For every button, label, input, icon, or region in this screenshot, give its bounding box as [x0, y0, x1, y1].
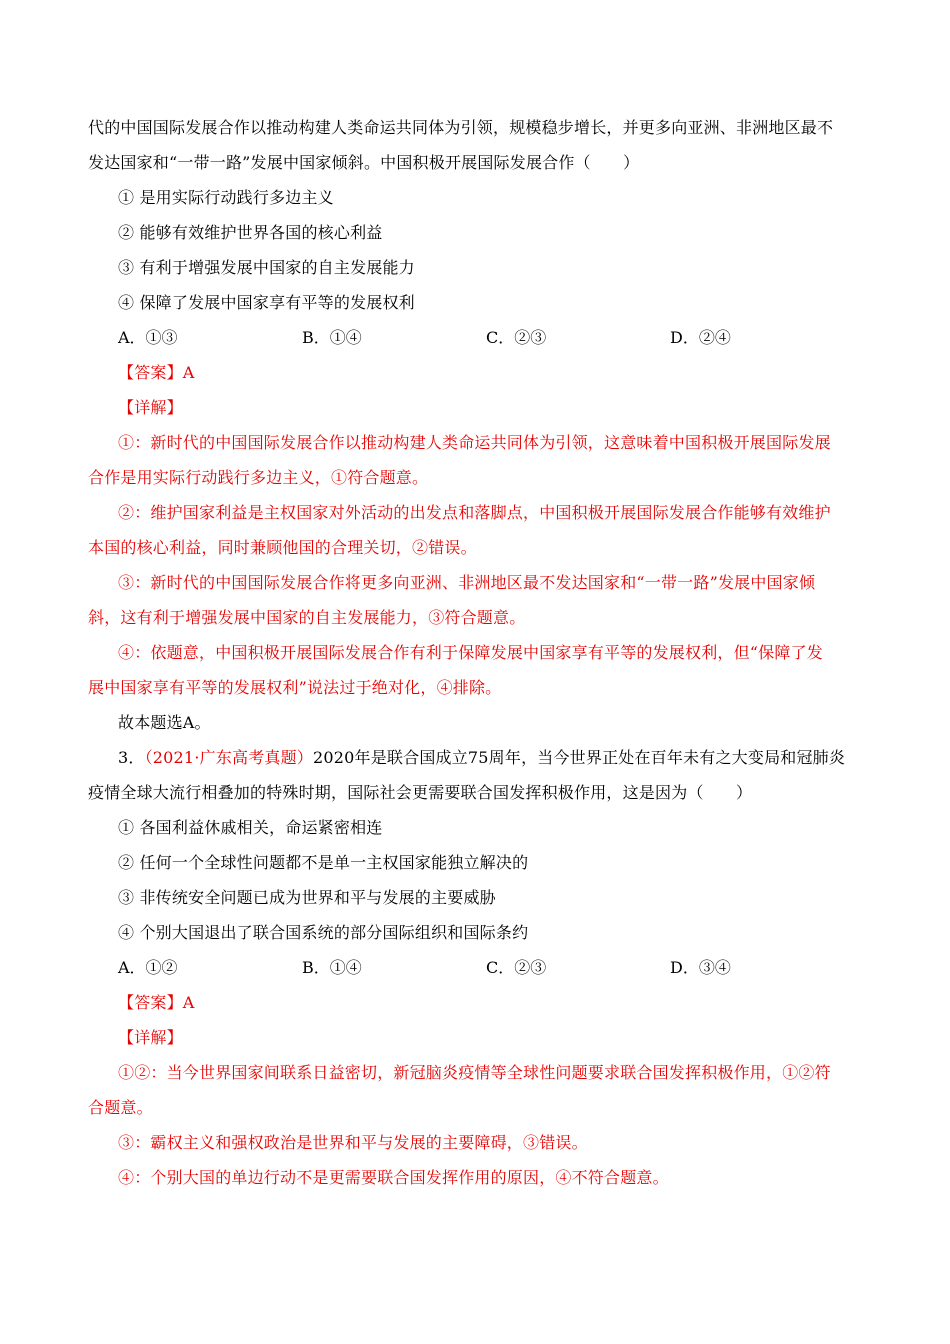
q3-option-c: C．②③: [486, 958, 547, 977]
q3-detail-line: 合题意。: [88, 1098, 153, 1117]
q2-stem-line-2: 发达国家和“一带一路”发展中国家倾斜。中国积极开展国际发展合作（ ）: [88, 153, 640, 172]
document-page: [88, 110, 863, 1195]
q3-option-d: D．③④: [670, 958, 731, 977]
q2-options: [88, 320, 863, 355]
q2-option-a: A．①③: [118, 328, 178, 347]
q2-conclusion: 故本题选A。: [118, 713, 211, 732]
q2-option-c: C．②③: [486, 328, 547, 347]
q2-detail-line: 展中国家享有平等的发展权利”说法过于绝对化，④排除。: [88, 678, 502, 697]
q2-stem-line-1: 代的中国国际发展合作以推动构建人类命运共同体为引领，规模稳步增长，并更多向亚洲、非洲地区最不: [88, 118, 834, 137]
q3-detail-label: 【详解】: [118, 1028, 183, 1047]
q2-detail-line: ③：新时代的中国国际发展合作将更多向亚洲、非洲地区最不发达国家和“一带一路”发展中国家倾: [118, 573, 816, 592]
q2-detail-label: 【详解】: [118, 398, 183, 417]
q3-option-b: B．①④: [302, 958, 362, 977]
q2-detail-line: 本国的核心利益，同时兼顾他国的合理关切，②错误。: [88, 538, 477, 557]
q3-number: 3．: [118, 748, 145, 767]
q2-answer: 【答案】A: [118, 363, 195, 382]
q2-option-d: D．②④: [670, 328, 731, 347]
q3-stem-line-1: [88, 740, 863, 775]
q3-detail-line: ④：个别大国的单边行动不是更需要联合国发挥作用的原因，④不符合题意。: [118, 1168, 669, 1187]
q2-detail-line: ①：新时代的中国国际发展合作以推动构建人类命运共同体为引领，这意味着中国积极开展国际发展: [118, 433, 831, 452]
q2-detail-line: 斜，这有利于增强发展中国家的自主发展能力，③符合题意。: [88, 608, 526, 627]
q3-detail-line: ③：霸权主义和强权政治是世界和平与发展的主要障碍，③错误。: [118, 1133, 588, 1152]
q3-detail-line: ①②：当今世界国家间联系日益密切，新冠脑炎疫情等全球性问题要求联合国发挥积极作用，①②符: [118, 1063, 831, 1082]
q2-detail-line: 合作是用实际行动践行多边主义，①符合题意。: [88, 468, 429, 487]
q2-item-1: ① 是用实际行动践行多边主义: [118, 188, 334, 207]
q2-detail-line: ④：依题意，中国积极开展国际发展合作有利于保障发展中国家享有平等的发展权利，但“保障了发: [118, 643, 823, 662]
q3-stem-line-2: 疫情全球大流行相叠加的特殊时期，国际社会更需要联合国发挥积极作用，这是因为（ ）: [88, 783, 753, 802]
q3-item-4: ④ 个别大国退出了联合国系统的部分国际组织和国际条约: [118, 923, 529, 942]
q3-answer: 【答案】A: [118, 993, 195, 1012]
q3-options: [88, 950, 863, 985]
q2-option-b: B．①④: [302, 328, 362, 347]
q2-item-4: ④ 保障了发展中国家享有平等的发展权利: [118, 293, 415, 312]
q3-option-a: A．①②: [118, 958, 178, 977]
q3-source: （2021·广东高考真题）: [144, 748, 313, 767]
q3-item-3: ③ 非传统安全问题已成为世界和平与发展的主要威胁: [118, 888, 496, 907]
q2-item-2: ② 能够有效维护世界各国的核心利益: [118, 223, 383, 242]
q2-detail-line: ②：维护国家利益是主权国家对外活动的出发点和落脚点，中国积极开展国际发展合作能够有效维护: [118, 503, 831, 522]
q3-stem-text: 2020年是联合国成立75周年，当今世界正处在百年未有之大变局和冠肺炎: [313, 748, 846, 767]
q3-item-2: ② 任何一个全球性问题都不是单一主权国家能独立解决的: [118, 853, 529, 872]
q2-item-3: ③ 有利于增强发展中国家的自主发展能力: [118, 258, 415, 277]
q3-item-1: ① 各国利益休戚相关，命运紧密相连: [118, 818, 383, 837]
